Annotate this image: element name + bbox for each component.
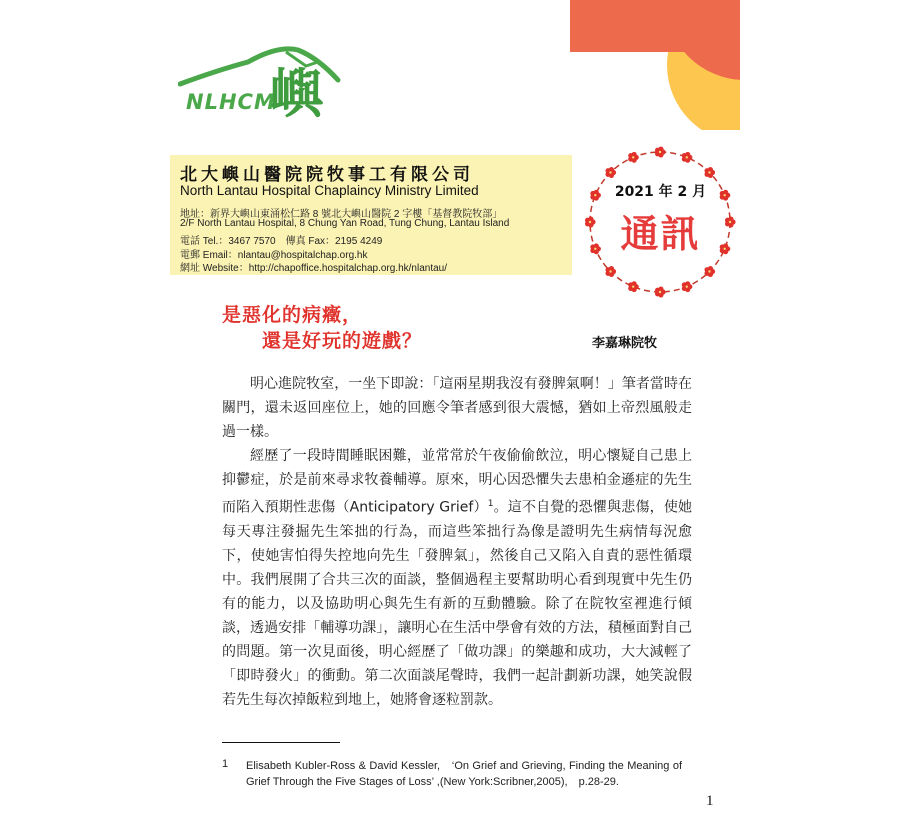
org-name-english: North Lantau Hospital Chaplaincy Ministry Limited bbox=[180, 183, 479, 198]
website-address: 網址 Website：http://chapoffice.hospitalchap.org.hk/nlantau/ bbox=[180, 263, 448, 274]
article-paragraph-2 bbox=[222, 444, 692, 712]
logo-character: 嶼 bbox=[270, 61, 324, 125]
footnote-divider bbox=[222, 742, 340, 743]
organization-header bbox=[170, 155, 572, 275]
plum-blossom-center bbox=[632, 156, 634, 158]
plum-blossom-center bbox=[609, 171, 611, 173]
article-paragraph-2-part-b: 。這不自覺的恐懼與悲傷，使她每天專注發掘先生笨拙的行為，而這些笨拙行為像是證明先生病情每況愈下，使她害怕得失控地向先生「發脾氣」，然後自己又陷入自責的惡性循環中。我們展開了合共三次的面談，整個過程主要幫助明心看到現實中先生仍有的能力，以及協助明心與先生有新的互動體驗。除了在院牧室裡進行傾談，透過安排「輔導功課」，讓明心在生活中學會有效的方法，積極面對自己的問題。第一次見面後，明心經歷了「做功課」的樂趣和成功，大大減輕了「即時發火」的衝動。第二次面談尾聲時，我們一起計劃新功課，她笑說假若先生每次掉飯粒到地上，她將會逐粒罰款。 bbox=[222, 499, 693, 708]
plum-blossom-petal bbox=[609, 167, 614, 172]
logo-text: NLHCM bbox=[186, 90, 276, 114]
plum-blossom-petal bbox=[685, 281, 690, 286]
nlhcm-logo bbox=[178, 40, 348, 130]
email-address: 電郵 Email：nlantau@hospitalchap.org.hk bbox=[180, 250, 368, 261]
org-name-chinese: 北大嶼山醫院院牧事工有限公司 bbox=[180, 165, 474, 185]
plum-blossom-petal bbox=[632, 152, 637, 157]
issue-title: 通訊 bbox=[620, 212, 701, 256]
plum-blossom-center bbox=[632, 285, 634, 287]
plum-blossom-petal bbox=[632, 281, 637, 286]
article-paragraph-2-part-a: 經歷了一段時間睡眠困難，並常常於午夜偷偷飲泣，明心懷疑自己患上抑鬱症，於是前來尋求牧養輔導。原來，明心因恐懼失去患柏金遜症的先生而陷入預期性悲傷（Anticipatory Grief） bbox=[222, 448, 692, 516]
plum-blossom-center bbox=[686, 285, 688, 287]
corner-decoration bbox=[570, 0, 740, 130]
telephone-fax: 電話 Tel.：3467 7570 傳真 Fax：2195 4249 bbox=[180, 236, 383, 247]
footnote-number: 1 bbox=[222, 758, 229, 770]
page-number: 1 bbox=[706, 793, 714, 809]
plum-blossom-petal bbox=[658, 287, 663, 292]
plum-blossom-petal bbox=[685, 152, 690, 157]
plum-blossom-petal bbox=[609, 266, 614, 271]
plum-blossom-center bbox=[659, 151, 661, 153]
article-paragraph-1: 明心進院牧室，一坐下即說：「這兩星期我沒有發脾氣啊！」筆者當時在關門，還未返回座位上，她的回應令筆者感到很大震憾，猶如上帝烈風般走過一樣。 bbox=[222, 376, 692, 440]
issue-date: 2021 年 2 月 bbox=[614, 184, 707, 200]
plum-blossom-center bbox=[659, 291, 661, 293]
plum-blossom-center bbox=[708, 171, 710, 173]
plum-blossom-center bbox=[708, 270, 710, 272]
footnote-reference: 1 bbox=[487, 499, 494, 509]
article-title-line-1: 是惡化的病癥， bbox=[222, 304, 363, 326]
plum-blossom-petal bbox=[708, 167, 713, 172]
plum-blossom-petal bbox=[658, 147, 663, 152]
address-english: 2/F North Lantau Hospital, 8 Chung Yan Road, Tung Chung, Lantau Island bbox=[180, 218, 510, 229]
article-title-line-2: 還是好玩的遊戲？ bbox=[262, 330, 423, 352]
plum-blossom-center bbox=[686, 156, 688, 158]
address-chinese: 地址：新界大嶼山東涌松仁路 8 號北大嶼山醫院 2 字樓「基督教院牧部」 bbox=[180, 209, 503, 220]
footnote-text: Elisabeth Kubler-Ross & David Kessler, ‘On Grief and Grieving, Finding the Meaning of Grief Through the Five Stages of Loss’ ,(New York:Scribner,2005), p.28-29. bbox=[246, 760, 682, 788]
plum-blossom-petal bbox=[708, 266, 713, 271]
plum-blossom-center bbox=[609, 270, 611, 272]
article-author: 李嘉琳院牧 bbox=[592, 336, 658, 351]
